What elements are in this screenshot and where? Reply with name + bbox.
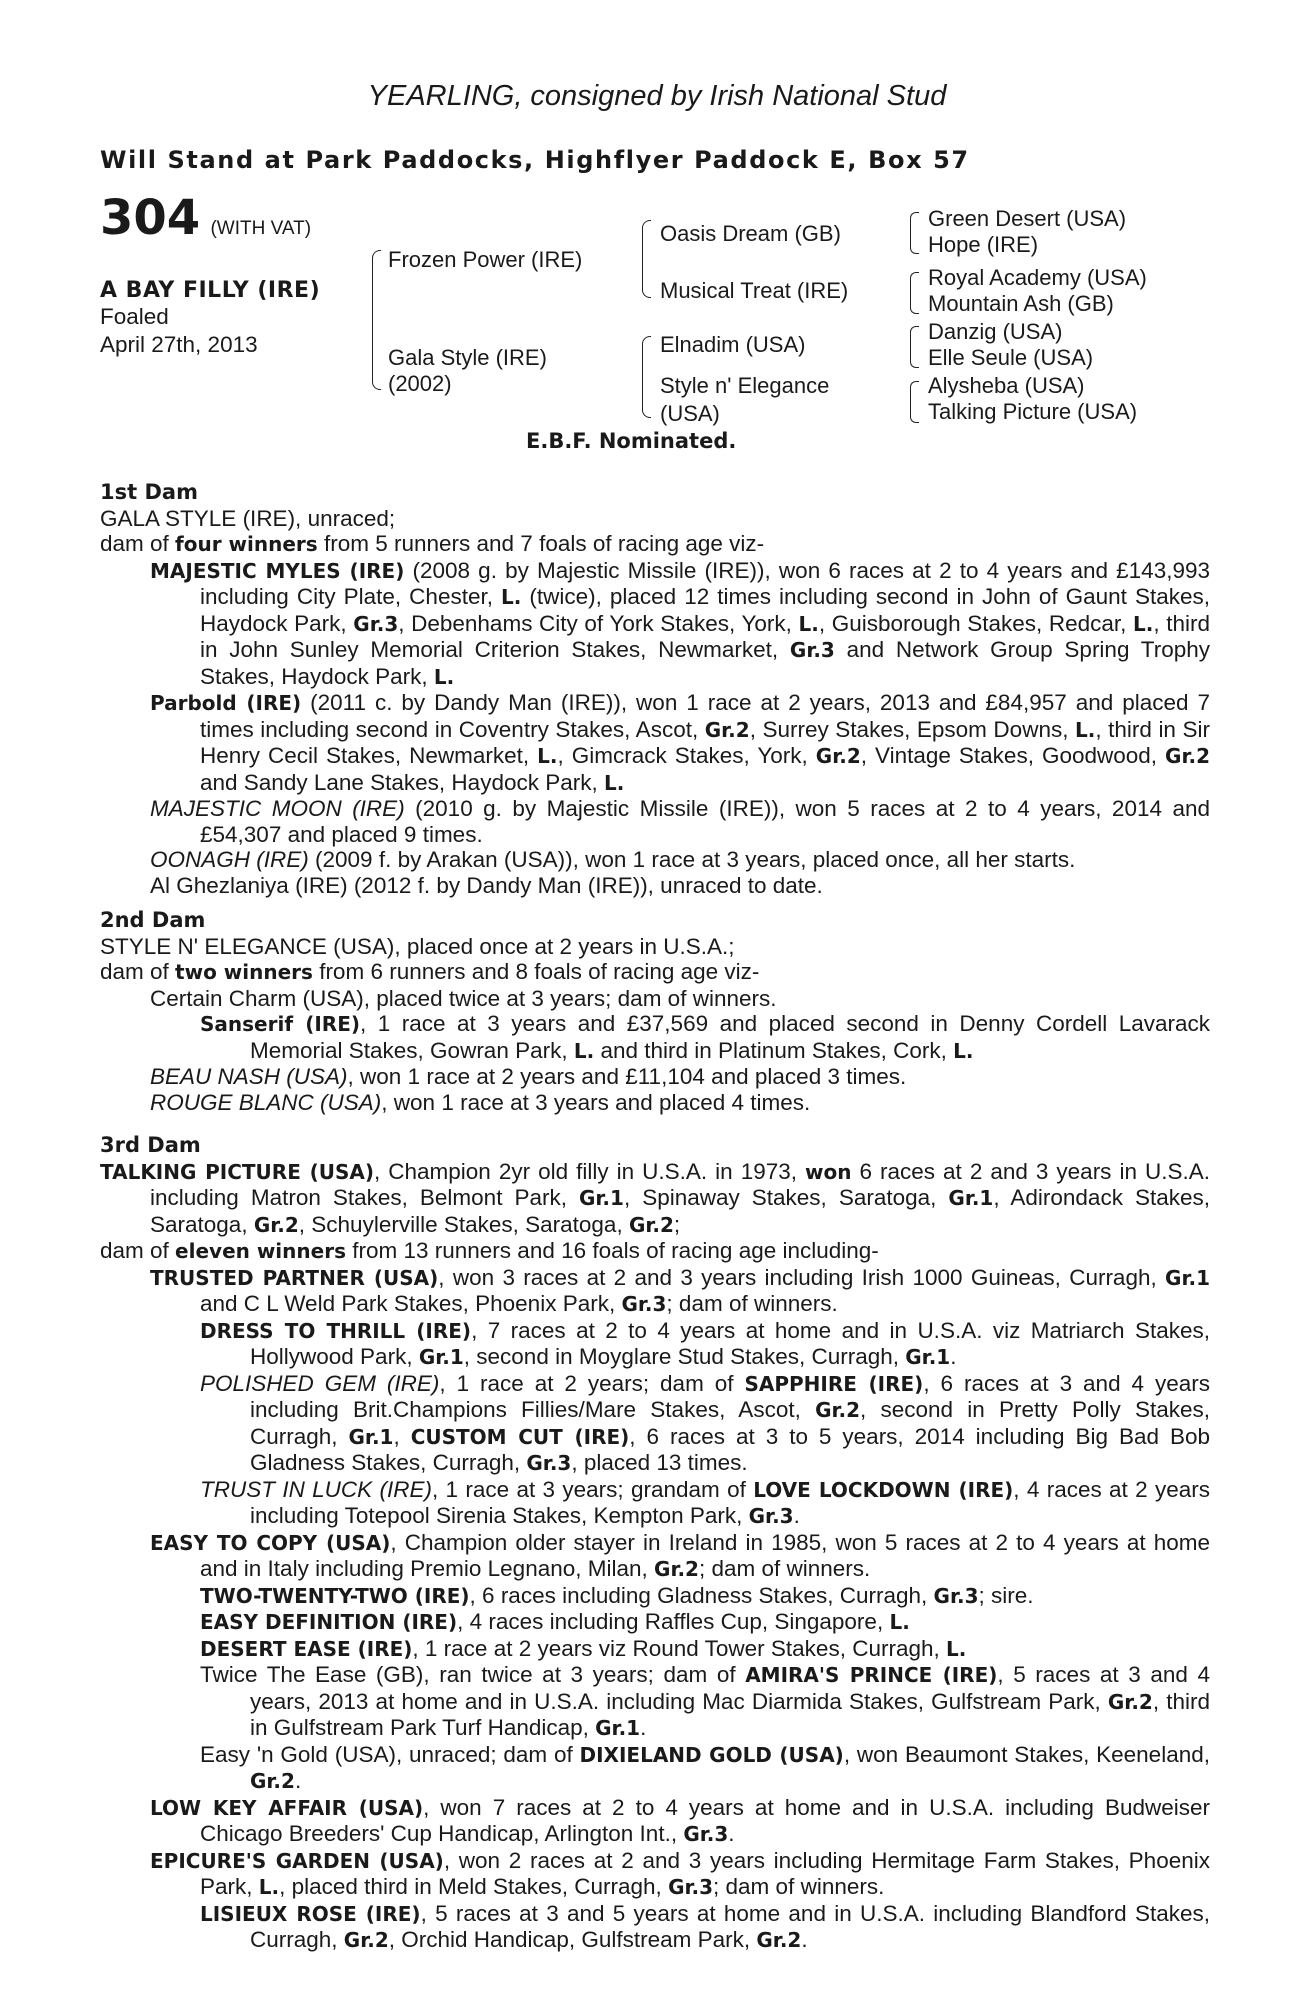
pedigree-g3: Royal Academy (USA) — [928, 265, 1147, 290]
produce-low-key-affair: LOW KEY AFFAIR (USA), won 7 races at 2 to 4 years at home and in U.S.A. including Budweiser Chicago Breeders' Cup Handicap, Arlington Int., Gr.3. — [150, 1794, 1211, 1846]
produce-certain-charm: Certain Charm (USA), placed twice at 3 years; dam of winners. — [150, 985, 777, 1011]
first-dam-intro: GALA STYLE (IRE), unraced; — [100, 505, 396, 531]
produce-easy-definition: EASY DEFINITION (IRE), 4 races including Raffles Cup, Singapore, L. — [200, 1609, 910, 1634]
produce-parbold: Parbold (IRE) (2011 c. by Dandy Man (IRE)), won 1 race at 2 years, 2013 and £84,957 and placed 7 times including second in Coventry Stakes, Ascot, Gr.2, Surrey Stakes, Epsom Downs, L., third in Sir Henry Cecil Stakes, Newmarket, L., Gimcrack Stakes, York, Gr.2, Vintage Stakes, Goodwood, Gr.2 and Sandy Lane Stakes, Haydock Park, L. — [150, 690, 1210, 795]
produce-beau-nash: BEAU NASH (USA), won 1 race at 2 years and £11,104 and placed 3 times. — [150, 1064, 907, 1089]
pedigree-dam-year: (2002) — [388, 371, 452, 396]
pedigree-dam-dam: Style n' Elegance — [660, 373, 830, 398]
second-dam-intro: STYLE N' ELEGANCE (USA), placed once at 2 years in U.S.A.; — [100, 933, 735, 959]
foaled-date: April 27th, 2013 — [100, 332, 258, 357]
foaled-label: Foaled — [100, 304, 169, 329]
pedigree-brace-g78 — [910, 381, 919, 423]
first-dam-produce: dam of four winners from 5 runners and 7 foals of racing age viz- — [100, 531, 765, 556]
pedigree-brace-sire — [642, 220, 651, 298]
ebf-nominated: E.B.F. Nominated. — [526, 429, 737, 453]
pedigree-sire-sire: Oasis Dream (GB) — [660, 221, 841, 246]
first-dam-section — [100, 480, 1210, 898]
produce-two-twenty-two: TWO-TWENTY-TWO (IRE), 6 races including Gladness Stakes, Curragh, Gr.3; sire. — [200, 1582, 1034, 1608]
pedigree-g8: Talking Picture (USA) — [928, 399, 1138, 424]
pedigree-g6: Elle Seule (USA) — [928, 345, 1094, 370]
pedigree-brace-main — [372, 250, 381, 390]
third-dam-talking-picture: TALKING PICTURE (USA), Champion 2yr old filly in U.S.A. in 1973, won 6 races at 2 and 3 years in U.S.A. including Matron Stakes, Belmont Park, Gr.1, Spinaway Stakes, Saratoga, Gr.1, Adirondack Stakes, Saratoga, Gr.2, Schuylerville Stakes, Saratoga, Gr.2; — [100, 1158, 1210, 1237]
produce-majestic-moon: MAJESTIC MOON (IRE) (2010 g. by Majestic Missile (IRE)), won 5 races at 2 to 4 years, 2014 and £54,307 and placed 9 times. — [150, 796, 1210, 847]
pedigree-g1: Green Desert (USA) — [928, 206, 1127, 231]
third-dam-heading: 3rd Dam — [100, 1133, 201, 1157]
produce-sanserif: Sanserif (IRE), 1 race at 3 years and £37,569 and placed second in Denny Cordell Lavarack Memorial Stakes, Gowran Park, L. and third in Platinum Stakes, Cork, L. — [200, 1011, 1210, 1063]
produce-easy-to-copy: EASY TO COPY (USA), Champion older stayer in Ireland in 1985, won 5 races at 2 to 4 years at home and in Italy including Premio Legnano, Milan, Gr.2; dam of winners. — [150, 1529, 1210, 1581]
lot-description: A BAY FILLY (IRE) — [100, 278, 321, 303]
pedigree-brace-g56 — [910, 326, 919, 368]
produce-twice-the-ease: Twice The Ease (GB), ran twice at 3 years; dam of AMIRA'S PRINCE (IRE), 5 races at 3 and 4 years, 2013 at home and in U.S.A. including Mac Diarmida Stakes, Gulfstream Park, Gr.2, third in Gulfstream Park Turf Handicap, Gr.1. — [200, 1662, 1210, 1740]
first-dam-heading: 1st Dam — [100, 480, 198, 504]
location-line: Will Stand at Park Paddocks, Highflyer Paddock E, Box 57 — [100, 146, 970, 174]
vat-note: (WITH VAT) — [210, 218, 312, 239]
pedigree-brace-g34 — [910, 272, 919, 314]
pedigree-brace-dam — [642, 336, 651, 418]
pedigree-g5: Danzig (USA) — [928, 319, 1063, 344]
produce-dress-to-thrill: DRESS TO THRILL (IRE), 7 races at 2 to 4 years at home and in U.S.A. viz Matriarch Stakes, Hollywood Park, Gr.1, second in Moyglare Stud Stakes, Curragh, Gr.1. — [200, 1317, 1210, 1369]
pedigree-g4: Mountain Ash (GB) — [928, 291, 1114, 316]
pedigree-dam-sire: Elnadim (USA) — [660, 332, 806, 357]
produce-desert-ease: DESERT EASE (IRE), 1 race at 2 years viz Round Tower Stakes, Curragh, L. — [200, 1635, 967, 1661]
third-dam-produce: dam of eleven winners from 13 runners and 16 foals of racing age including- — [100, 1238, 879, 1263]
pedigree-g2: Hope (IRE) — [928, 232, 1039, 257]
pedigree-sire: Frozen Power (IRE) — [388, 247, 583, 272]
produce-oonagh: OONAGH (IRE) (2009 f. by Arakan (USA)), won 1 race at 3 years, placed once, all her starts. — [150, 847, 1076, 872]
produce-trusted-partner: TRUSTED PARTNER (USA), won 3 races at 2 and 3 years including Irish 1000 Guineas, Curragh, Gr.1 and C L Weld Park Stakes, Phoenix Park, Gr.3; dam of winners. — [150, 1264, 1210, 1316]
pedigree-dam: Gala Style (IRE) — [388, 345, 547, 370]
pedigree-brace-g12 — [910, 212, 919, 254]
produce-lisieux-rose: LISIEUX ROSE (IRE), 5 races at 3 and 5 years at home and in U.S.A. including Blandford Stakes, Curragh, Gr.2, Orchid Handicap, Gulfstream Park, Gr.2. — [200, 1900, 1210, 1952]
lot-number-block — [100, 190, 312, 246]
lot-number: 304 — [100, 190, 201, 246]
pedigree-g7: Alysheba (USA) — [928, 373, 1085, 398]
produce-easy-n-gold: Easy 'n Gold (USA), unraced; dam of DIXIELAND GOLD (USA), won Beaumont Stakes, Keeneland, Gr.2. — [200, 1741, 1210, 1793]
pedigree-dam-dam-country: (USA) — [660, 401, 720, 426]
produce-majestic-myles: MAJESTIC MYLES (IRE) (2008 g. by Majestic Missile (IRE)), won 6 races at 2 to 4 years and £143,993 including City Plate, Chester, L. (twice), placed 12 times including second in John of Gaunt Stakes, Haydock Park, Gr.3, Debenhams City of York Stakes, York, L., Guisborough Stakes, Redcar, L., third in John Sunley Memorial Criterion Stakes, Newmarket, Gr.3 and Network Group Spring Trophy Stakes, Haydock Park, L. — [150, 557, 1210, 689]
produce-rouge-blanc: ROUGE BLANC (USA), won 1 race at 3 years and placed 4 times. — [150, 1089, 811, 1115]
second-dam-section — [100, 908, 1210, 1115]
consignment-line: YEARLING, consigned by Irish National Stud — [367, 80, 947, 112]
third-dam-section — [100, 1133, 1210, 1954]
produce-epicures-garden: EPICURE'S GARDEN (USA), won 2 races at 2 and 3 years including Hermitage Farm Stakes, Phoenix Park, L., placed third in Meld Stakes, Curragh, Gr.3; dam of winners. — [150, 1847, 1210, 1899]
second-dam-heading: 2nd Dam — [100, 908, 206, 932]
produce-polished-gem: POLISHED GEM (IRE), 1 race at 2 years; dam of SAPPHIRE (IRE), 6 races at 3 and 4 years including Brit.Champions Fillies/Mare Stakes, Ascot, Gr.2, second in Pretty Polly Stakes, Curragh, Gr.1, CUSTOM CUT (IRE), 6 races at 3 to 5 years, 2014 including Big Bad Bob Gladness Stakes, Curragh, Gr.3, placed 13 times. — [200, 1370, 1210, 1475]
produce-trust-in-luck: TRUST IN LUCK (IRE), 1 race at 3 years; grandam of LOVE LOCKDOWN (IRE), 4 races at 2 years including Totepool Sirenia Stakes, Kempton Park, Gr.3. — [200, 1476, 1210, 1528]
produce-al-ghezlaniya: Al Ghezlaniya (IRE) (2012 f. by Dandy Man (IRE)), unraced to date. — [150, 872, 823, 898]
second-dam-produce: dam of two winners from 6 runners and 8 foals of racing age viz- — [100, 959, 760, 984]
pedigree-sire-dam: Musical Treat (IRE) — [660, 278, 849, 303]
